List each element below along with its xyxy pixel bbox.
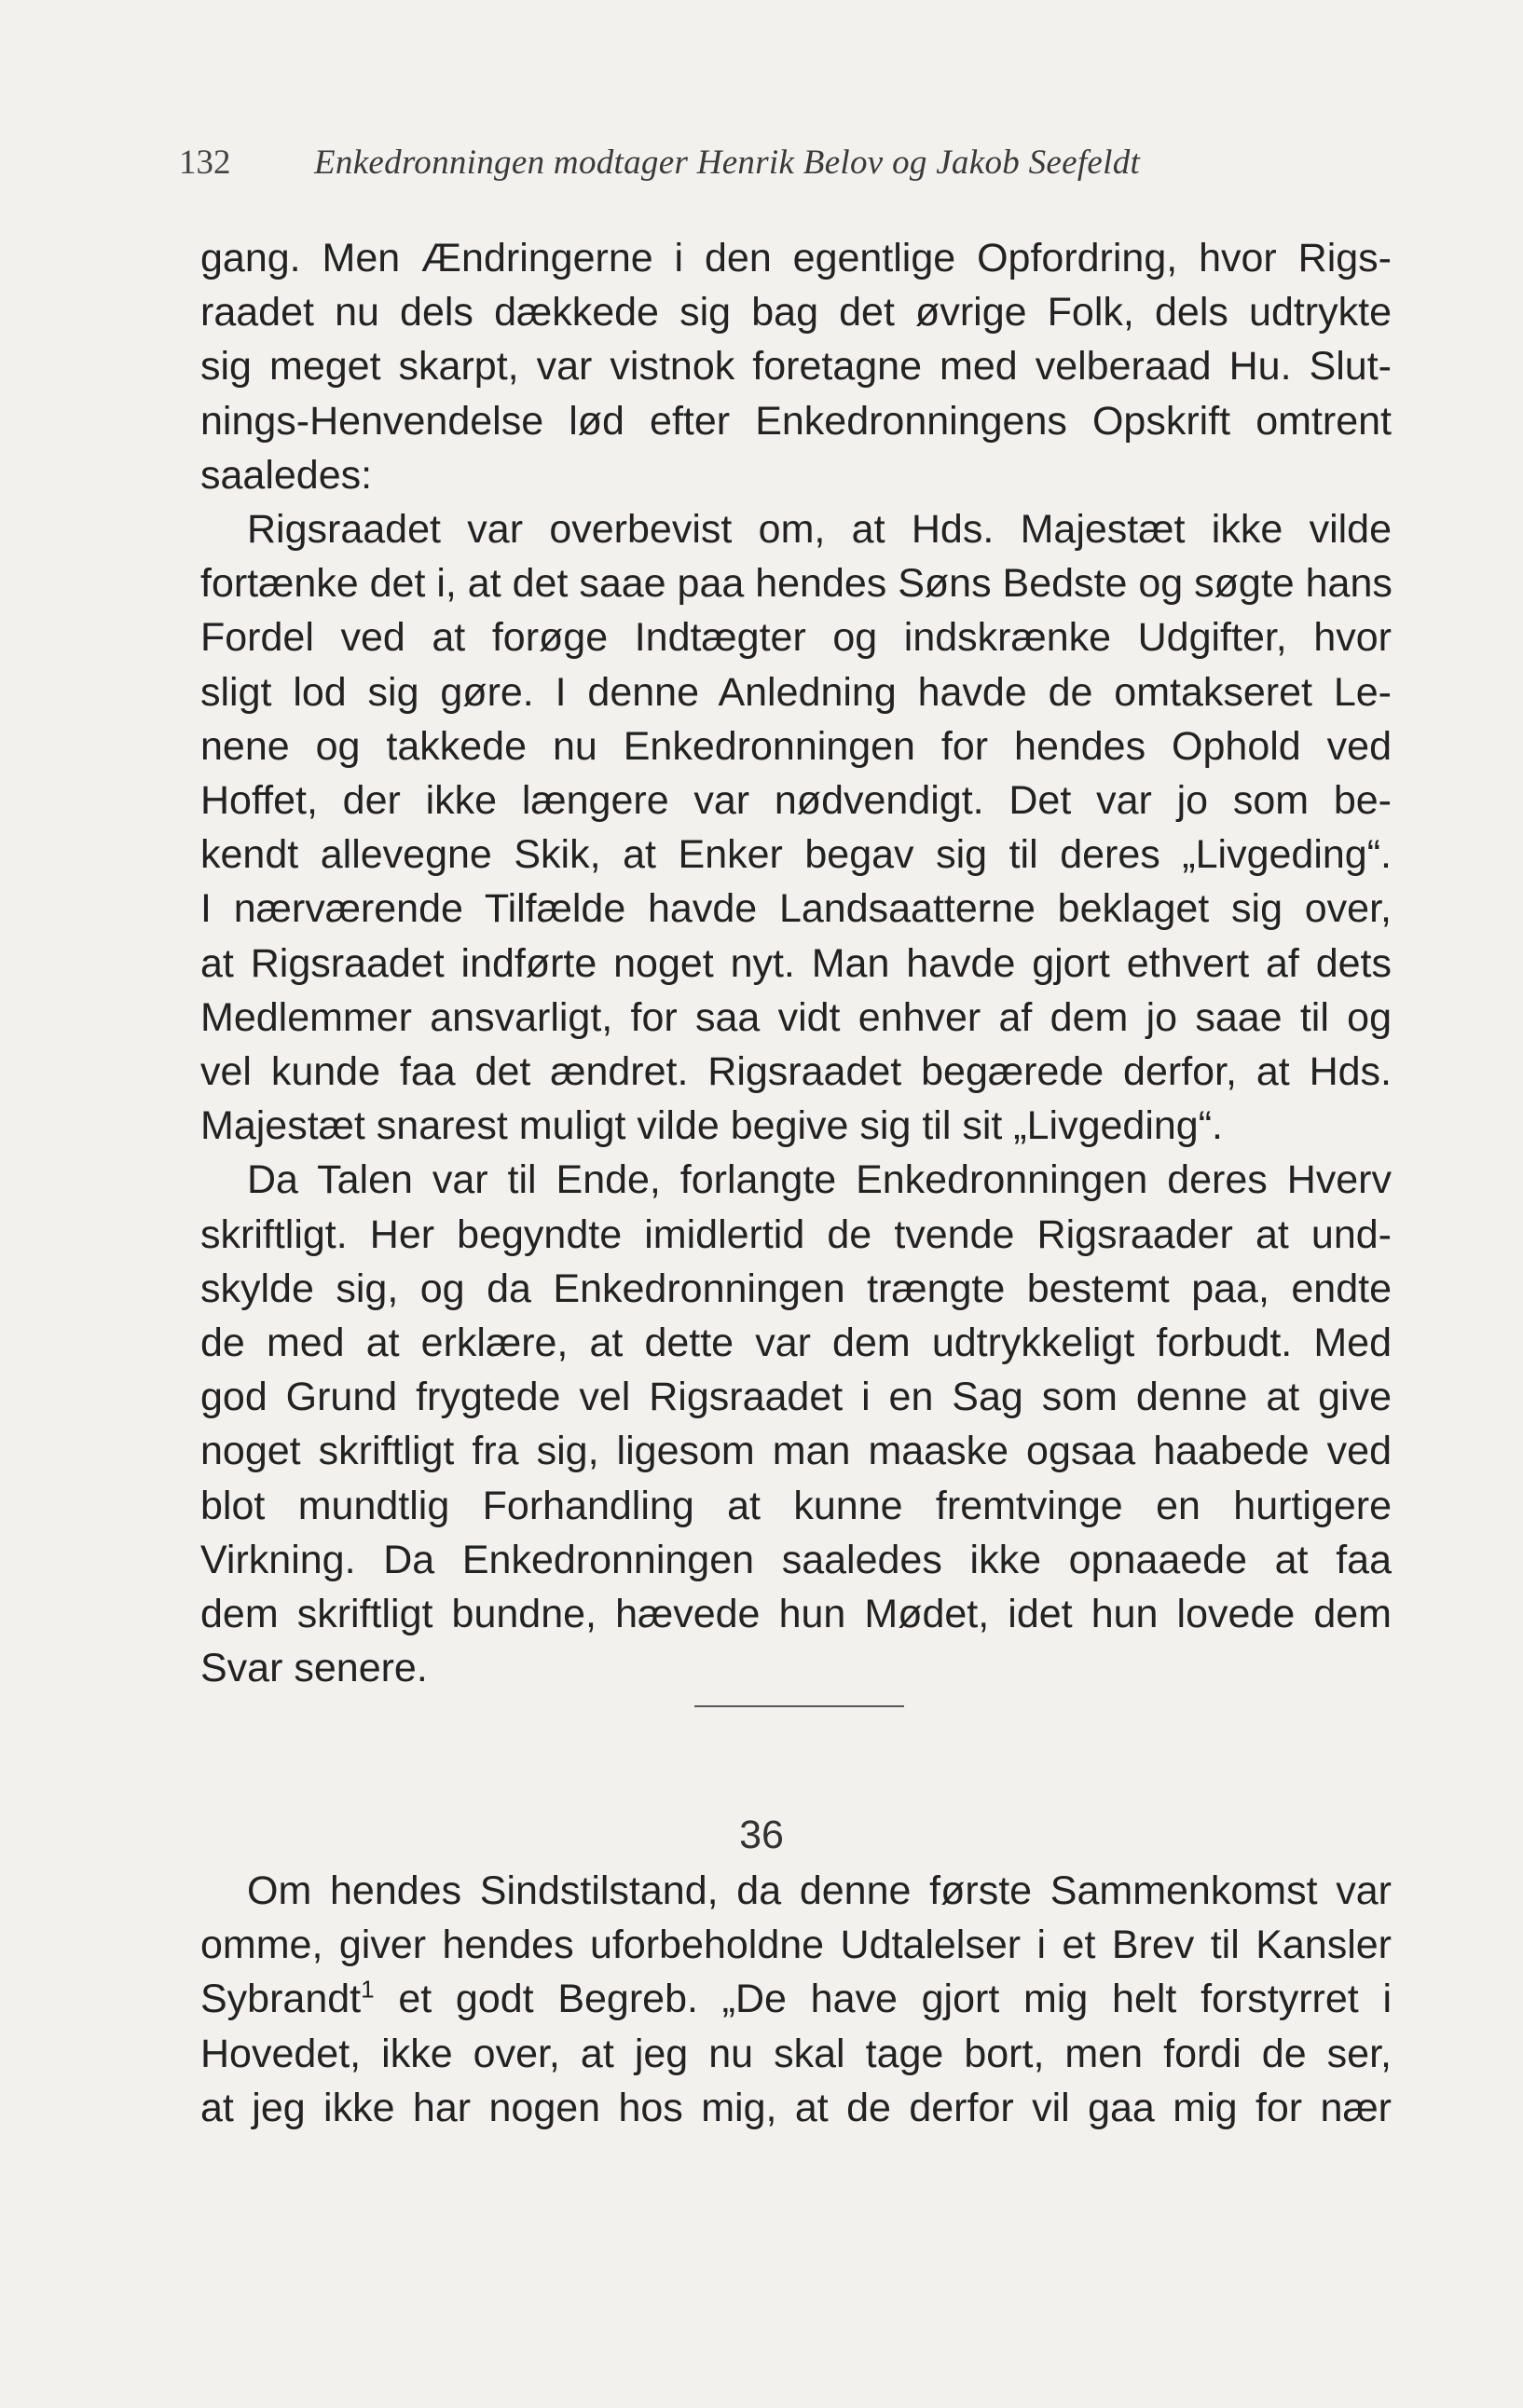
text-line: at Rigsraadet indførte noget nyt. Man havde gjort ethvert af dets bbox=[200, 940, 1392, 986]
text-line: Medlemmer ansvarligt, for saa vidt enhver af dem jo saae til og bbox=[200, 994, 1392, 1040]
text-line: saaledes: bbox=[200, 452, 373, 498]
text-line: vel kunde faa det ændret. Rigsraadet begærede derfor, at Hds. bbox=[200, 1049, 1392, 1095]
text-line: noget skriftligt fra sig, ligesom man maaske ogsaa haabede ved bbox=[200, 1429, 1392, 1474]
text-line: raadet nu dels dækkede sig bag det øvrige Folk, dels udtrykte bbox=[200, 290, 1392, 335]
text-line: skylde sig, og da Enkedronningen trængte bestemt paa, endte bbox=[200, 1266, 1392, 1311]
text-line: blot mundtlig Forhandling at kunne fremtvinge en hurtigere bbox=[200, 1483, 1392, 1528]
text-line: sligt lod sig gøre. I denne Anledning havde de omtakseret Le- bbox=[200, 669, 1392, 715]
text-line: Svar senere. bbox=[200, 1646, 428, 1691]
text-line: fortænke det i, at det saae paa hendes Søns Bedste og søgte hans bbox=[200, 561, 1393, 607]
text-line: dem skriftligt bundne, hævede hun Mødet, idet hun lovede dem bbox=[200, 1592, 1392, 1637]
paragraph bbox=[200, 502, 1392, 1153]
text-line: nene og takkede nu Enkedronningen for hendes Ophold ved bbox=[200, 723, 1392, 769]
text-block-continued bbox=[200, 231, 1392, 1695]
text-line: kendt allevegne Skik, at Enker begav sig til deres „Livgeding“. bbox=[200, 832, 1392, 878]
text-line: Hoffet, der ikke længere var nødvendigt. Det var jo som be- bbox=[200, 778, 1392, 824]
section-number: 36 bbox=[739, 1813, 784, 1857]
text-line: god Grund frygtede vel Rigsraadet i en Sag som denne at give bbox=[200, 1375, 1392, 1420]
text-line: Virkning. Da Enkedronningen saaledes ikke opnaaede at faa bbox=[200, 1537, 1392, 1582]
text-line: sig meget skarpt, var vistnok foretagne med velberaad Hu. Slut- bbox=[200, 344, 1392, 390]
text-line: Hovedet, ikke over, at jeg nu skal tage bort, men fordi de ser, bbox=[200, 2031, 1392, 2076]
text-line: I nærværende Tilfælde havde Landsaatterne beklaget sig over, bbox=[200, 886, 1392, 932]
text-line: omme, giver hendes uforbeholdne Udtalelser i et Brev til Kansler bbox=[200, 1922, 1392, 1968]
running-head bbox=[179, 140, 1297, 186]
running-title: Enkedronningen modtager Henrik Belov og Jakob Seefeldt bbox=[314, 144, 1141, 182]
text-fragment: et godt Begreb. „De have gjort mig helt forstyrret i bbox=[398, 1977, 1392, 2022]
text-block-section-36 bbox=[200, 1864, 1392, 2135]
text-line: skriftligt. Her begyndte imidlertid de tvende Rigsraader at und- bbox=[200, 1211, 1392, 1257]
text-line: gang. Men Ændringerne i den egentlige Opfordring, hvor Rigs- bbox=[200, 236, 1392, 280]
paragraph bbox=[200, 1864, 1392, 2135]
text-line: Rigsraadet var overbevist om, at Hds. Majestæt ikke vilde bbox=[247, 507, 1392, 553]
page-number: 132 bbox=[179, 144, 231, 182]
text-line: Majestæt snarest muligt vilde begive sig til sit „Livgeding“. bbox=[200, 1103, 1223, 1149]
text-fragment: Sybrandt bbox=[200, 1977, 362, 2022]
paragraph bbox=[200, 231, 1392, 502]
text-line-with-footnote bbox=[200, 1972, 1392, 2026]
text-line: Fordel ved at forøge Indtægter og indskrænke Udgifter, hvor bbox=[200, 615, 1392, 661]
text-line: nings-Henvendelse lød efter Enkedronningens Opskrift omtrent bbox=[200, 398, 1392, 444]
footnote-marker: 1 bbox=[361, 1976, 375, 2004]
section-divider bbox=[694, 1705, 904, 1707]
text-line: de med at erklære, at dette var dem udtrykkeligt forbudt. Med bbox=[200, 1320, 1392, 1366]
text-line: Om hendes Sindstilstand, da denne første Sammenkomst var bbox=[247, 1868, 1392, 1913]
text-line: Da Talen var til Ende, forlangte Enkedronningen deres Hverv bbox=[247, 1157, 1392, 1203]
paragraph bbox=[200, 1153, 1392, 1695]
text-line: at jeg ikke har nogen hos mig, at de derfor vil gaa mig for nær bbox=[200, 2085, 1392, 2130]
